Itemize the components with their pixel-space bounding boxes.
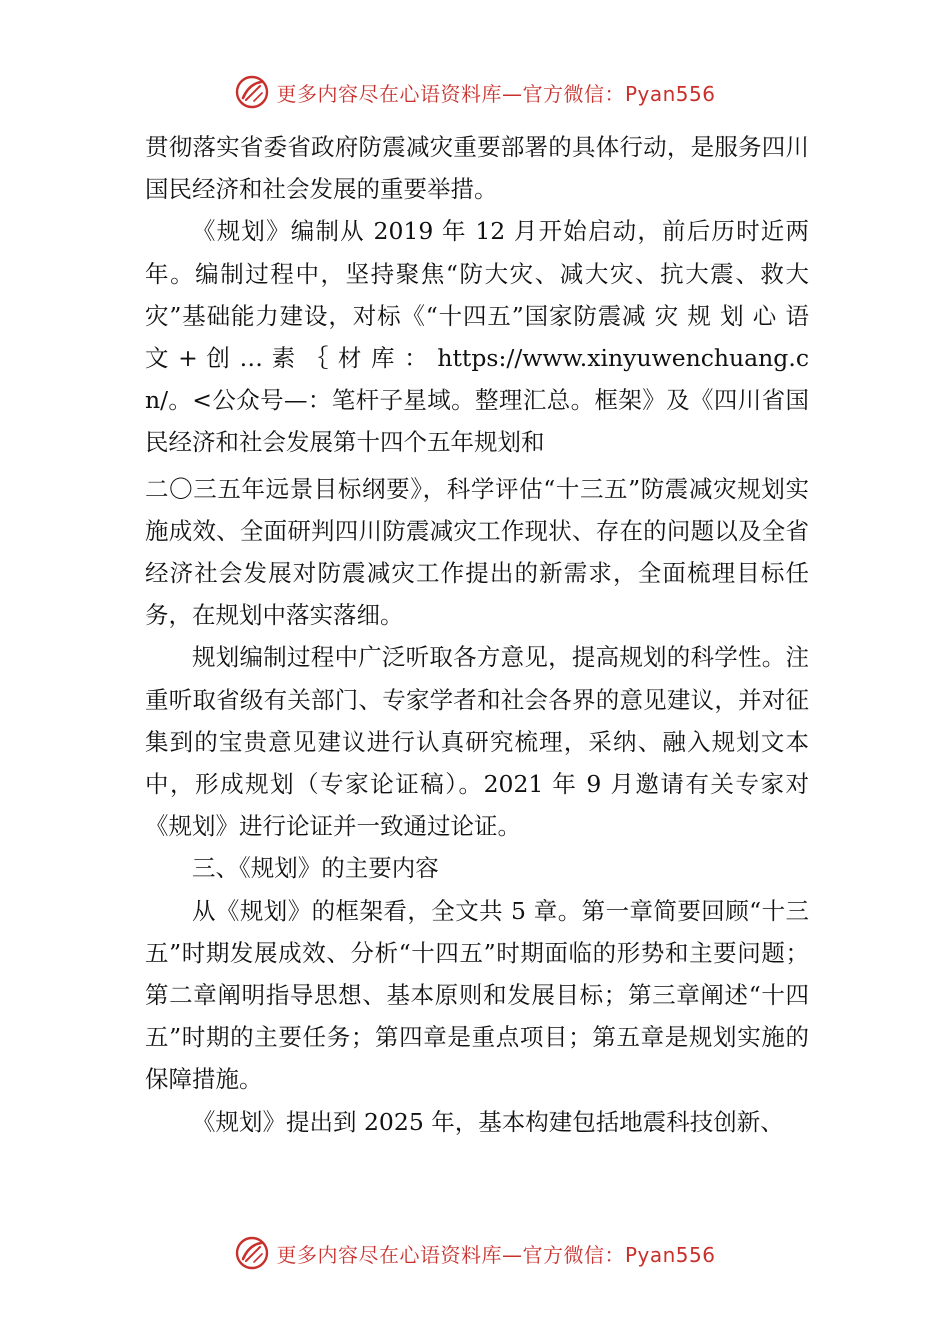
writing-scroll-logo-icon: [234, 74, 270, 110]
paragraph-1: 贯彻落实省委省政府防震减灾重要部署的具体行动，是服务四川国民经济和社会发展的重要举措。: [145, 133, 809, 204]
paragraph-6: 从《规划》的框架看，全文共 5 章。第一章简要回顾“十三五”时期发展成效、分析“十四五”时期面临的形势和主要问题；第二章阐明指导思想、基本原则和发展目标；第三章阐述“十四五”时期的主要任务；第四章是重点项目；第五章是规划实施的保障措施。: [145, 896, 809, 1094]
watermark-text: 更多内容尽在心语资料库—官方微信：Pyan556: [276, 81, 716, 106]
header-watermark-banner: [0, 70, 950, 114]
paragraph-2: 《规划》编制从 2019 年 12 月开始启动，前后历时近两年。编制过程中，坚持聚焦“防大灾、减大灾、抗大震、救大灾”基础能力建设，对标《“十四五”国家防震减 灾 规 划 心 语 文 + 创 … 素 ｛ 材 库 ： https://www.xinyuwenchuang.cn/。<公众号—：笔杆子星域。整理汇总。框架》及《四川省国民经济和社会发展第十四个五年规划和: [145, 217, 809, 457]
paragraph-4: 规划编制过程中广泛听取各方意见，提高规划的科学性。注重听取省级有关部门、专家学者和社会各界的意见建议，并对征集到的宝贵意见建议进行认真研究梳理，采纳、融入规划文本中，形成规划（专家论证稿）。2021 年 9 月邀请有关专家对《规划》进行论证并一致通过论证。: [145, 643, 809, 841]
footer-watermark-banner: [0, 1231, 950, 1275]
paragraph-3: 二〇三五年远景目标纲要》，科学评估“十三五”防震减灾规划实施成效、全面研判四川防震减灾工作现状、存在的问题以及全省经济社会发展对防震减灾工作提出的新需求，全面梳理目标任务，在规划中落实落细。: [145, 474, 809, 630]
document-body: [145, 126, 809, 1143]
paragraph-7: 《规划》提出到 2025 年，基本构建包括地震科技创新、: [192, 1107, 784, 1136]
writing-scroll-logo-icon: [234, 1235, 270, 1271]
watermark-text: 更多内容尽在心语资料库—官方微信：Pyan556: [276, 1242, 716, 1267]
section-heading: 三、《规划》的主要内容: [192, 854, 439, 883]
